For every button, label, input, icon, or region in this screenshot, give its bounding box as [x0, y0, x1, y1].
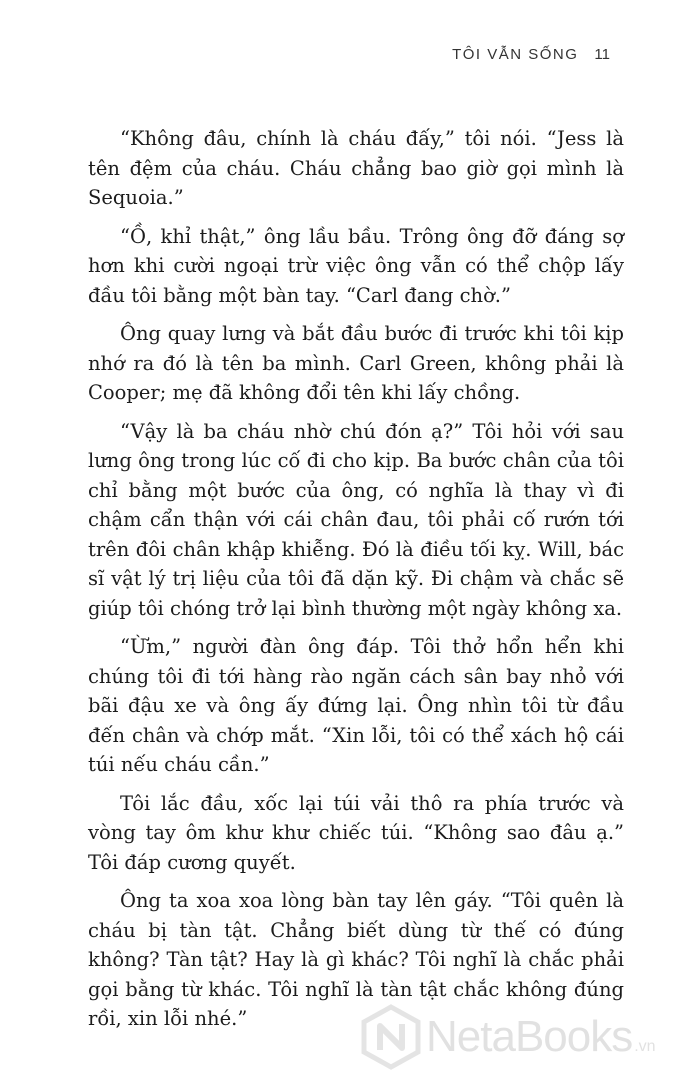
paragraph: Tôi lắc đầu, xốc lại túi vải thô ra phía trước và vòng tay ôm khư khư chiếc túi. “Không sao đâu ạ.” Tôi đáp cương quyết.	[88, 791, 624, 874]
watermark	[360, 1002, 690, 1072]
page-number: 11	[594, 46, 610, 63]
watermark-brand: NetaBooks .vn	[426, 1012, 656, 1061]
paragraph: Ông ta xoa xoa lòng bàn tay lên gáy. “Tôi quên là cháu bị tàn tật. Chẳng biết dùng từ thế có đúng không? Tàn tật? Hay là gì khác? Tôi nghĩ là chắc phải gọi bằng từ khác. Tôi nghĩ là tàn tật chắc không đúng rồi, xin lỗi nhé.”	[88, 889, 624, 1030]
paragraph: “Ừm,” người đàn ông đáp. Tôi thở hổn hển khi chúng tôi đi tới hàng rào ngăn cách sân bay nhỏ với bãi đậu xe và ông ấy đứng lại. Ông nhìn tôi từ đầu đến chân và chớp mắt. “Xin lỗi, tôi có thể xách hộ cái túi nếu cháu cần.”	[88, 635, 624, 776]
paragraph: Ông quay lưng và bắt đầu bước đi trước khi tôi kịp nhớ ra đó là tên ba mình. Carl Green, không phải là Cooper; mẹ đã không đổi tên khi lấy chồng.	[88, 322, 624, 404]
running-title: TÔI VẪN SỐNG	[452, 46, 579, 63]
watermark-suffix: .vn	[634, 1038, 656, 1055]
paragraph: “Ồ, khỉ thật,” ông lầu bầu. Trông ông đỡ đáng sợ hơn khi cười ngoại trừ việc ông vẫn có thể chộp lấy đầu tôi bằng một bàn tay. “Carl đang chờ.”	[88, 224, 624, 307]
paragraph: “Không đâu, chính là cháu đấy,” tôi nói. “Jess là tên đệm của cháu. Cháu chẳng bao giờ gọi mình là Sequoia.”	[88, 127, 624, 209]
body-text	[88, 124, 624, 1043]
paragraph: “Vậy là ba cháu nhờ chú đón ạ?” Tôi hỏi với sau lưng ông trong lúc cố đi cho kịp. Ba bước chân của tôi chỉ bằng một bước của ông, có nghĩa là thay vì đi chậm cẩn thận với cái chân đau, tôi phải cố rướn tới trên đôi chân khập khiễng. Đó là điều tối kỵ. Will, bác sĩ vật lý trị liệu của tôi đã dặn kỹ. Đi chậm và chắc sẽ giúp tôi chóng trở lại bình thường một ngày không xa.	[88, 419, 624, 620]
running-header	[452, 46, 610, 63]
netabooks-logo-icon	[360, 1004, 422, 1070]
